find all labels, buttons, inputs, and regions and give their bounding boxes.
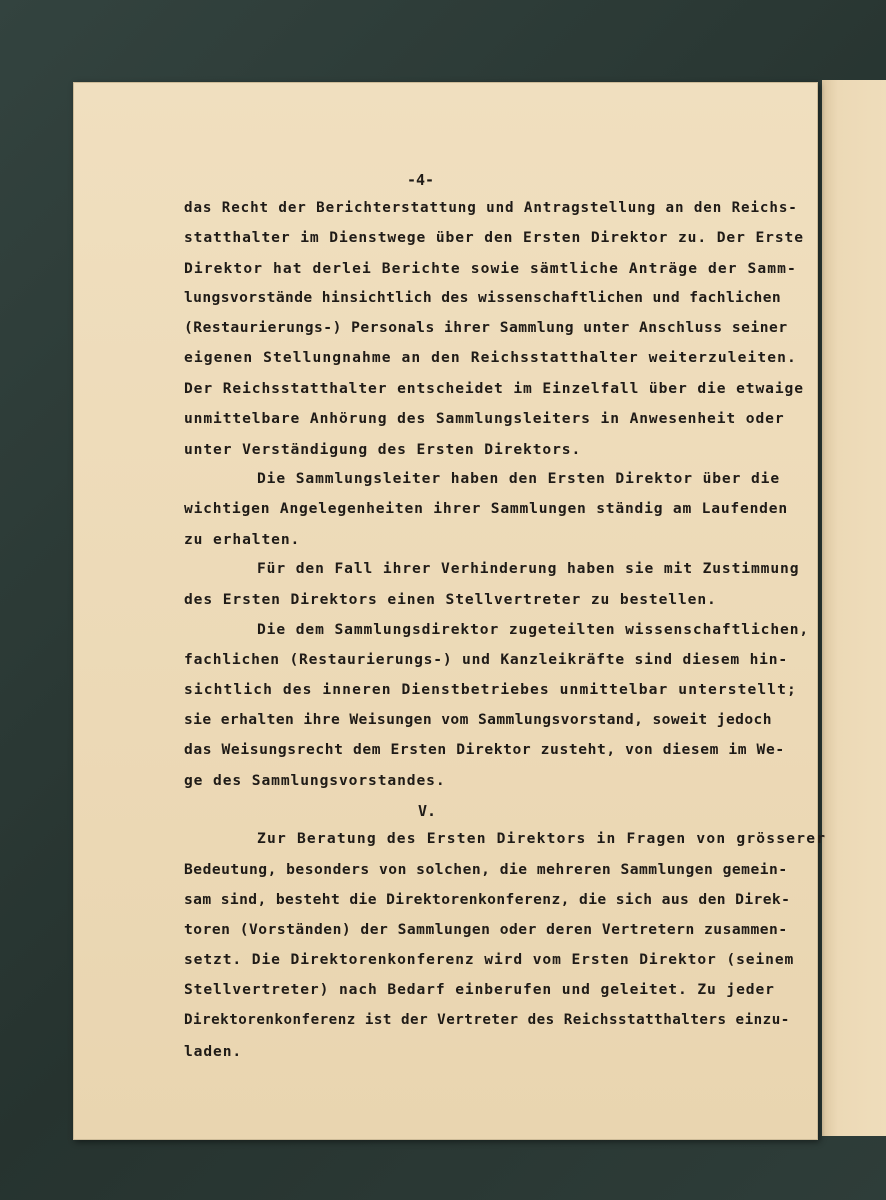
text-line: das Recht der Berichterstattung und Antragstellung an den Reichs- [184,200,798,216]
text-line: fachlichen (Restaurierungs-) und Kanzleikräfte sind diesem hin- [184,651,788,668]
text-line: eigenen Stellungnahme an den Reichsstatthalter weiterzuleiten. [184,349,797,366]
text-line: (Restaurierungs-) Personals ihrer Sammlung unter Anschluss seiner [184,319,788,336]
text-line: Direktorenkonferenz ist der Vertreter des Reichsstatthalters einzu- [184,1012,790,1028]
text-line: Die dem Sammlungsdirektor zugeteilten wissenschaftlichen, [257,621,810,638]
text-line: toren (Vorständen) der Sammlungen oder deren Vertretern zusammen- [184,921,788,938]
text-line: sie erhalten ihre Weisungen vom Sammlungsvorstand, soweit jedoch [184,711,772,728]
section-numeral: V. [418,802,437,820]
text-line: sichtlich des inneren Dienstbetriebes unmittelbar unterstellt; [184,681,797,698]
text-line: des Ersten Direktors einen Stellvertreter zu bestellen. [184,591,717,608]
text-line: sam sind, besteht die Direktorenkonferenz, die sich aus den Direk- [184,891,791,908]
text-line: unmittelbare Anhörung des Sammlungsleiters in Anwesenheit oder [184,410,785,427]
facing-page-edge [822,80,886,1136]
text-line: wichtigen Angelegenheiten ihrer Sammlungen ständig am Laufenden [184,500,788,517]
text-line: Die Sammlungsleiter haben den Ersten Direktor über die [257,470,781,487]
text-line: Der Reichsstatthalter entscheidet im Einzelfall über die etwaige [184,380,804,397]
text-line: setzt. Die Direktorenkonferenz wird vom Ersten Direktor (seinem [184,951,795,968]
text-line: Für den Fall ihrer Verhinderung haben sie mit Zustimmung [257,560,800,577]
text-line: unter Verständigung des Ersten Direktors. [184,441,582,458]
text-line: Stellvertreter) nach Bedarf einberufen und geleitet. Zu jeder [184,981,775,998]
text-line: Zur Beratung des Ersten Direktors in Fragen von grösserer [257,830,827,847]
text-line: Direktor hat derlei Berichte sowie sämtliche Anträge der Samm- [184,260,797,277]
page-number: -4- [407,171,435,189]
text-line: Bedeutung, besonders von solchen, die mehreren Sammlungen gemein- [184,861,788,878]
text-line: laden. [184,1043,243,1060]
text-line: zu erhalten. [184,531,301,548]
page-gutter [818,80,822,1140]
text-line: statthalter im Dienstwege über den Ersten Direktor zu. Der Erste [184,229,804,246]
text-line: lungsvorstände hinsichtlich des wissenschaftlichen und fachlichen [184,289,782,306]
text-line: ge des Sammlungsvorstandes. [184,772,446,789]
text-line: das Weisungsrecht dem Ersten Direktor zusteht, von diesem im We- [184,741,785,758]
